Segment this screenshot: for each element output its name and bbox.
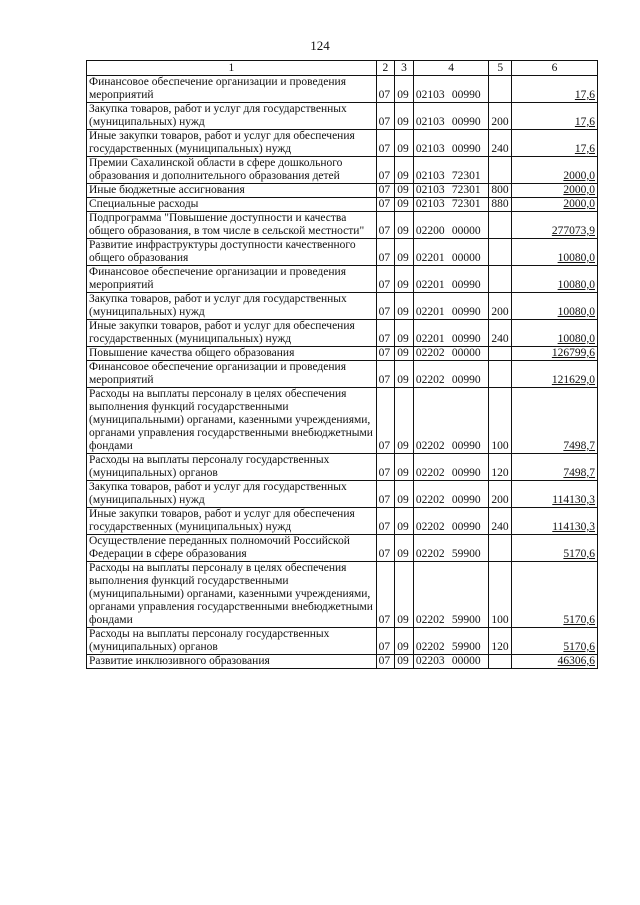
row-amount-cell: [512, 454, 598, 481]
table-row: [87, 293, 598, 320]
row-target-code-cell: [413, 239, 489, 266]
table-row: [87, 655, 598, 669]
amount-value: 17,6: [574, 143, 595, 155]
row-amount-cell: [512, 198, 598, 212]
column-header: 5: [489, 61, 512, 76]
row-expense-type-cell: [489, 655, 512, 669]
target-code-program: 02202: [415, 467, 445, 479]
row-target-code-cell: [413, 535, 489, 562]
table-row: [87, 347, 598, 361]
table-header-row: [87, 61, 598, 76]
target-code-direction: 00990: [451, 494, 481, 506]
target-code-direction: 00000: [451, 252, 481, 264]
row-section-cell: 07: [376, 157, 395, 184]
amount-value: 10080,0: [557, 306, 595, 318]
row-section-cell: 07: [376, 212, 395, 239]
row-expense-type-cell: 800: [489, 184, 512, 198]
row-target-code-cell: [413, 388, 489, 454]
row-section-cell: 07: [376, 388, 395, 454]
row-section-cell: 07: [376, 76, 395, 103]
table-row: [87, 508, 598, 535]
amount-value: 5170,6: [563, 641, 595, 653]
row-subsection-cell: 09: [395, 562, 414, 628]
target-code-program: 02202: [415, 347, 445, 359]
row-name-cell: Финансовое обеспечение организации и проведения мероприятий: [87, 266, 377, 293]
row-name-cell: Развитие инфраструктуры доступности качественного общего образования: [87, 239, 377, 266]
table-row: [87, 481, 598, 508]
row-expense-type-cell: 240: [489, 130, 512, 157]
row-name-cell: Иные закупки товаров, работ и услуг для обеспечения государственных (муниципальных) нужд: [87, 508, 377, 535]
row-section-cell: 07: [376, 481, 395, 508]
amount-value: 17,6: [574, 89, 595, 101]
row-amount-cell: [512, 184, 598, 198]
target-code-direction: 00990: [451, 279, 481, 291]
table-row: [87, 198, 598, 212]
row-section-cell: 07: [376, 103, 395, 130]
target-code-direction: 00990: [451, 467, 481, 479]
row-amount-cell: [512, 562, 598, 628]
target-code-direction: 00000: [451, 655, 481, 667]
target-code-program: 02202: [415, 521, 445, 533]
target-code-direction: 00990: [451, 306, 481, 318]
table-row: [87, 361, 598, 388]
row-name-cell: Закупка товаров, работ и услуг для государственных (муниципальных) нужд: [87, 293, 377, 320]
amount-value: 2000,0: [563, 198, 595, 210]
row-target-code-cell: [413, 212, 489, 239]
row-target-code-cell: [413, 320, 489, 347]
target-code-program: 02201: [415, 306, 445, 318]
row-expense-type-cell: [489, 157, 512, 184]
target-code-program: 02103: [415, 116, 445, 128]
row-amount-cell: [512, 239, 598, 266]
amount-value: 2000,0: [563, 170, 595, 182]
row-section-cell: 07: [376, 130, 395, 157]
target-code-direction: 00990: [451, 143, 481, 155]
row-amount-cell: [512, 347, 598, 361]
row-section-cell: 07: [376, 184, 395, 198]
column-header: 3: [395, 61, 414, 76]
row-expense-type-cell: 120: [489, 454, 512, 481]
table-row: [87, 130, 598, 157]
row-section-cell: 07: [376, 361, 395, 388]
amount-value: 114130,3: [552, 521, 595, 533]
row-target-code-cell: [413, 76, 489, 103]
target-code-program: 02200: [415, 225, 445, 237]
row-section-cell: 07: [376, 535, 395, 562]
target-code-direction: 00990: [451, 333, 481, 345]
row-amount-cell: [512, 320, 598, 347]
row-amount-cell: [512, 361, 598, 388]
column-header: 6: [512, 61, 598, 76]
amount-value: 10080,0: [557, 279, 595, 291]
row-name-cell: Иные бюджетные ассигнования: [87, 184, 377, 198]
table-row: [87, 535, 598, 562]
target-code-direction: 59900: [451, 614, 481, 626]
row-amount-cell: [512, 655, 598, 669]
row-amount-cell: [512, 103, 598, 130]
row-amount-cell: [512, 157, 598, 184]
target-code-program: 02202: [415, 641, 445, 653]
row-name-cell: Осуществление переданных полномочий Российской Федерации в сфере образования: [87, 535, 377, 562]
target-code-program: 02202: [415, 494, 445, 506]
target-code-program: 02203: [415, 655, 445, 667]
row-expense-type-cell: 880: [489, 198, 512, 212]
table-row: [87, 103, 598, 130]
row-target-code-cell: [413, 481, 489, 508]
row-target-code-cell: [413, 655, 489, 669]
row-section-cell: 07: [376, 562, 395, 628]
row-amount-cell: [512, 535, 598, 562]
amount-value: 126799,6: [551, 347, 595, 359]
row-expense-type-cell: 200: [489, 481, 512, 508]
row-target-code-cell: [413, 293, 489, 320]
amount-value: 114130,3: [552, 494, 595, 506]
table-row: [87, 157, 598, 184]
row-expense-type-cell: [489, 266, 512, 293]
row-amount-cell: [512, 481, 598, 508]
target-code-program: 02202: [415, 374, 445, 386]
row-name-cell: Расходы на выплаты персоналу государственных (муниципальных) органов: [87, 454, 377, 481]
row-subsection-cell: 09: [395, 103, 414, 130]
row-expense-type-cell: 240: [489, 508, 512, 535]
table-row: [87, 76, 598, 103]
column-header: 1: [87, 61, 377, 76]
row-name-cell: Иные закупки товаров, работ и услуг для обеспечения государственных (муниципальных) нужд: [87, 320, 377, 347]
row-name-cell: Развитие инклюзивного образования: [87, 655, 377, 669]
row-expense-type-cell: 100: [489, 562, 512, 628]
row-expense-type-cell: [489, 535, 512, 562]
row-name-cell: Расходы на выплаты персоналу в целях обеспечения выполнения функций государственными (муниципальными) органами, казенными учреждениями, органами управления государственными внебюджетными фондами: [87, 388, 377, 454]
row-subsection-cell: 09: [395, 239, 414, 266]
amount-value: 2000,0: [563, 184, 595, 196]
target-code-program: 02201: [415, 279, 445, 291]
row-amount-cell: [512, 628, 598, 655]
row-subsection-cell: 09: [395, 481, 414, 508]
row-subsection-cell: 09: [395, 157, 414, 184]
target-code-direction: 00990: [451, 440, 481, 452]
row-section-cell: 07: [376, 198, 395, 212]
amount-value: 46306,6: [557, 655, 595, 667]
row-target-code-cell: [413, 157, 489, 184]
target-code-direction: 00990: [451, 89, 481, 101]
row-expense-type-cell: 200: [489, 293, 512, 320]
row-expense-type-cell: 200: [489, 103, 512, 130]
row-subsection-cell: 09: [395, 361, 414, 388]
table-row: [87, 212, 598, 239]
row-subsection-cell: 09: [395, 198, 414, 212]
row-amount-cell: [512, 130, 598, 157]
row-amount-cell: [512, 212, 598, 239]
target-code-direction: 72301: [451, 198, 481, 210]
table-row: [87, 562, 598, 628]
row-expense-type-cell: 120: [489, 628, 512, 655]
row-expense-type-cell: 240: [489, 320, 512, 347]
amount-value: 17,6: [574, 116, 595, 128]
row-subsection-cell: 09: [395, 212, 414, 239]
amount-value: 5170,6: [563, 548, 595, 560]
table-row: [87, 320, 598, 347]
row-name-cell: Подпрограмма "Повышение доступности и качества общего образования, в том числе в сельской местности": [87, 212, 377, 239]
row-amount-cell: [512, 293, 598, 320]
row-name-cell: Повышение качества общего образования: [87, 347, 377, 361]
row-name-cell: Финансовое обеспечение организации и проведения мероприятий: [87, 76, 377, 103]
row-subsection-cell: 09: [395, 184, 414, 198]
row-expense-type-cell: [489, 347, 512, 361]
row-subsection-cell: 09: [395, 76, 414, 103]
target-code-direction: 00000: [451, 347, 481, 359]
row-name-cell: Расходы на выплаты персоналу государственных (муниципальных) органов: [87, 628, 377, 655]
row-section-cell: 07: [376, 454, 395, 481]
target-code-direction: 59900: [451, 548, 481, 560]
row-section-cell: 07: [376, 655, 395, 669]
row-target-code-cell: [413, 130, 489, 157]
target-code-direction: 59900: [451, 641, 481, 653]
target-code-direction: 00990: [451, 521, 481, 533]
row-name-cell: Финансовое обеспечение организации и проведения мероприятий: [87, 361, 377, 388]
row-subsection-cell: 09: [395, 508, 414, 535]
amount-value: 121629,0: [551, 374, 595, 386]
target-code-program: 02201: [415, 333, 445, 345]
row-subsection-cell: 09: [395, 388, 414, 454]
column-header: 4: [413, 61, 489, 76]
row-section-cell: 07: [376, 628, 395, 655]
row-target-code-cell: [413, 347, 489, 361]
amount-value: 7498,7: [563, 467, 595, 479]
target-code-program: 02202: [415, 614, 445, 626]
row-name-cell: Расходы на выплаты персоналу в целях обеспечения выполнения функций государственными (муниципальными) органами, казенными учреждениями, органами управления государственными внебюджетными фондами: [87, 562, 377, 628]
row-amount-cell: [512, 76, 598, 103]
row-target-code-cell: [413, 361, 489, 388]
row-subsection-cell: 09: [395, 320, 414, 347]
table-row: [87, 628, 598, 655]
row-name-cell: Специальные расходы: [87, 198, 377, 212]
table-row: [87, 454, 598, 481]
table-row: [87, 388, 598, 454]
table-row: [87, 266, 598, 293]
row-subsection-cell: 09: [395, 266, 414, 293]
row-expense-type-cell: 100: [489, 388, 512, 454]
row-subsection-cell: 09: [395, 628, 414, 655]
target-code-direction: 00000: [451, 225, 481, 237]
row-expense-type-cell: [489, 212, 512, 239]
row-name-cell: Закупка товаров, работ и услуг для государственных (муниципальных) нужд: [87, 481, 377, 508]
row-name-cell: Иные закупки товаров, работ и услуг для обеспечения государственных (муниципальных) нужд: [87, 130, 377, 157]
amount-value: 7498,7: [563, 440, 595, 452]
row-section-cell: 07: [376, 320, 395, 347]
amount-value: 5170,6: [563, 614, 595, 626]
row-section-cell: 07: [376, 293, 395, 320]
row-name-cell: Закупка товаров, работ и услуг для государственных (муниципальных) нужд: [87, 103, 377, 130]
row-subsection-cell: 09: [395, 454, 414, 481]
row-subsection-cell: 09: [395, 535, 414, 562]
target-code-program: 02103: [415, 170, 445, 182]
target-code-program: 02201: [415, 252, 445, 264]
row-subsection-cell: 09: [395, 293, 414, 320]
row-section-cell: 07: [376, 266, 395, 293]
row-expense-type-cell: [489, 361, 512, 388]
budget-table: [86, 60, 598, 669]
target-code-direction: 72301: [451, 170, 481, 182]
row-target-code-cell: [413, 508, 489, 535]
page-number: 124: [310, 38, 330, 53]
target-code-program: 02202: [415, 440, 445, 452]
row-subsection-cell: 09: [395, 347, 414, 361]
row-amount-cell: [512, 508, 598, 535]
row-section-cell: 07: [376, 239, 395, 266]
row-target-code-cell: [413, 198, 489, 212]
row-subsection-cell: 09: [395, 130, 414, 157]
row-subsection-cell: 09: [395, 655, 414, 669]
row-target-code-cell: [413, 184, 489, 198]
row-section-cell: 07: [376, 347, 395, 361]
target-code-program: 02103: [415, 184, 445, 196]
row-amount-cell: [512, 388, 598, 454]
row-target-code-cell: [413, 454, 489, 481]
amount-value: 10080,0: [557, 333, 595, 345]
table-body: [87, 76, 598, 669]
target-code-direction: 72301: [451, 184, 481, 196]
row-target-code-cell: [413, 266, 489, 293]
target-code-program: 02202: [415, 548, 445, 560]
target-code-program: 02103: [415, 143, 445, 155]
table-row: [87, 239, 598, 266]
amount-value: 277073,9: [551, 225, 595, 237]
row-section-cell: 07: [376, 508, 395, 535]
target-code-direction: 00990: [451, 116, 481, 128]
amount-value: 10080,0: [557, 252, 595, 264]
row-target-code-cell: [413, 628, 489, 655]
row-expense-type-cell: [489, 239, 512, 266]
row-name-cell: Премии Сахалинской области в сфере дошкольного образования и дополнительного образования детей: [87, 157, 377, 184]
row-target-code-cell: [413, 103, 489, 130]
row-amount-cell: [512, 266, 598, 293]
column-header: 2: [376, 61, 395, 76]
row-expense-type-cell: [489, 76, 512, 103]
target-code-program: 02103: [415, 89, 445, 101]
table-row: [87, 184, 598, 198]
target-code-direction: 00990: [451, 374, 481, 386]
row-target-code-cell: [413, 562, 489, 628]
target-code-program: 02103: [415, 198, 445, 210]
